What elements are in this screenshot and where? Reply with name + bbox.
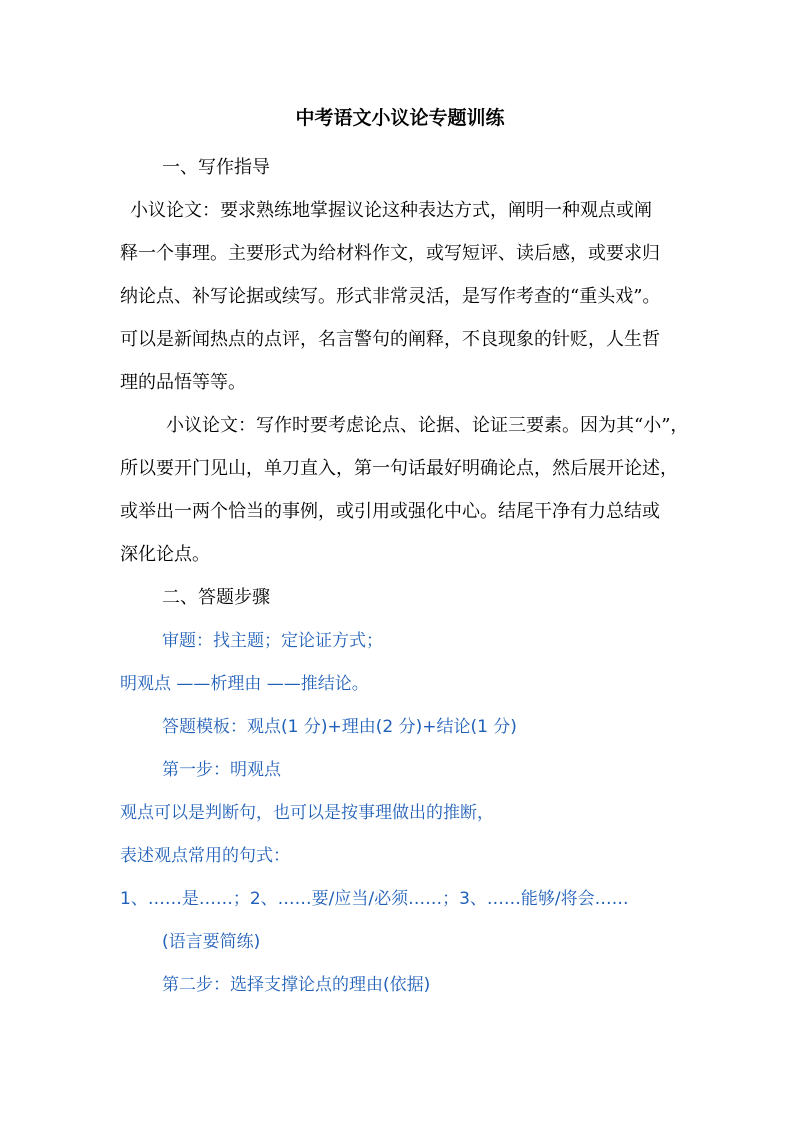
- answer-flow-line: 明观点 ——析理由 ——推结论。: [120, 674, 369, 694]
- concise-language-note: (语言要简练): [162, 932, 261, 952]
- step-one-heading: 第一步：明观点: [162, 760, 281, 780]
- paragraph-line: 理的品悟等等。: [120, 372, 246, 393]
- step-one-patterns-intro: 表述观点常用的句式：: [120, 846, 290, 866]
- section-heading-answer-steps: 二、答题步骤: [162, 587, 270, 608]
- review-step-line: 审题：找主题；定论证方式；: [162, 631, 383, 651]
- page-title: 中考语文小议论专题训练: [295, 107, 505, 129]
- step-two-heading: 第二步：选择支撑论点的理由(依据): [162, 975, 431, 995]
- paragraph-line: 或举出一两个恰当的事例，或引用或强化中心。结尾干净有力总结或: [120, 501, 660, 522]
- paragraph-line: 可以是新闻热点的点评，名言警句的阐释，不良现象的针贬，人生哲: [120, 329, 660, 350]
- paragraph-line: 所以要开门见山，单刀直入，第一句话最好明确论点，然后展开论述，: [120, 458, 678, 479]
- section-heading-writing-guide: 一、写作指导: [162, 157, 270, 178]
- step-one-description: 观点可以是判断句，也可以是按事理做出的推断，: [120, 803, 494, 823]
- answer-template-line: 答题模板：观点(1 分)+理由(2 分)+结论(1 分): [162, 717, 517, 737]
- sentence-patterns: 1、……是……；2、……要/应当/必须……；3、……能够/将会……: [120, 889, 629, 909]
- paragraph-line: 深化论点。: [120, 544, 210, 565]
- paragraph-line: 纳论点、补写论据或续写。形式非常灵活，是写作考查的“重头戏”。: [120, 286, 661, 307]
- paragraph-line: 小议论文：写作时要考虑论点、论据、论证三要素。因为其“小”，: [166, 415, 689, 436]
- paragraph-line: 释一个事理。主要形式为给材料作文，或写短评、读后感，或要求归: [120, 243, 660, 264]
- paragraph-line: 小议论文：要求熟练地掌握议论这种表达方式，阐明一种观点或阐: [130, 200, 652, 221]
